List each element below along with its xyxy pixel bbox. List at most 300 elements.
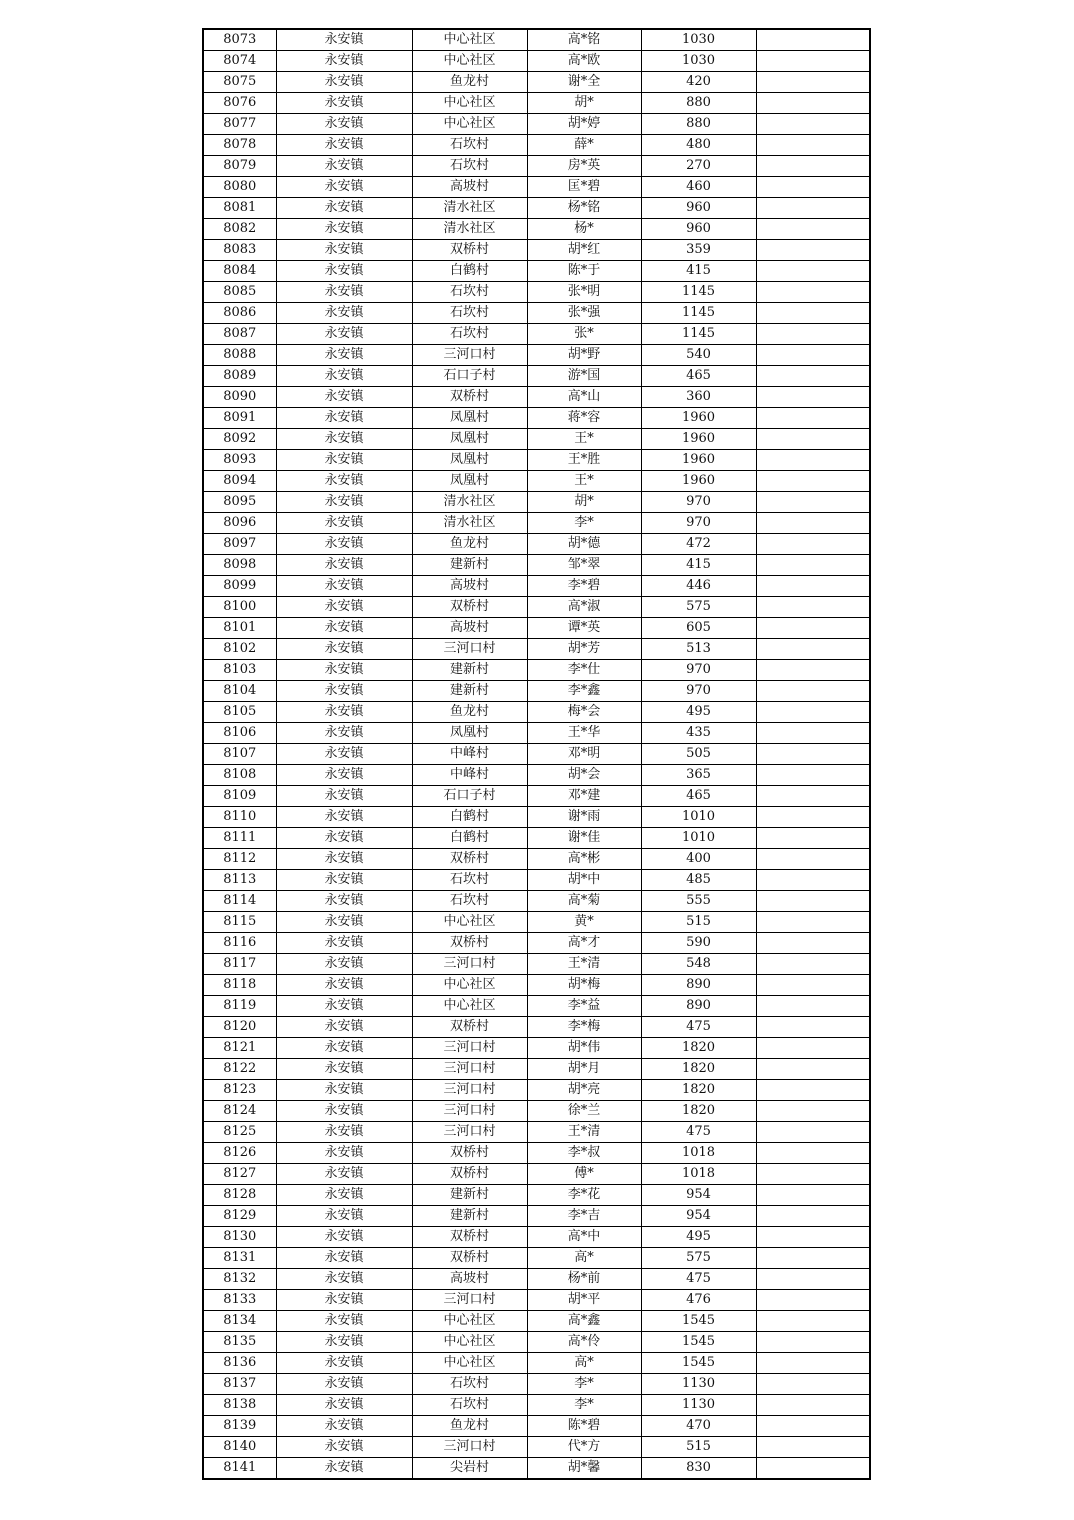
amount-cell: 480 [641, 135, 756, 156]
village-cell: 鱼龙村 [412, 702, 527, 723]
name-cell: 黄* [527, 912, 641, 933]
village-cell: 中心社区 [412, 912, 527, 933]
town-cell: 永安镇 [276, 1143, 412, 1164]
village-cell: 双桥村 [412, 1248, 527, 1269]
amount-cell: 575 [641, 1248, 756, 1269]
row-number-cell: 8085 [203, 282, 276, 303]
name-cell: 胡* [527, 492, 641, 513]
name-cell: 王* [527, 471, 641, 492]
row-number-cell: 8074 [203, 51, 276, 72]
name-cell: 胡*婷 [527, 114, 641, 135]
amount-cell: 365 [641, 765, 756, 786]
row-number-cell: 8116 [203, 933, 276, 954]
name-cell: 谢*全 [527, 72, 641, 93]
town-cell: 永安镇 [276, 29, 412, 51]
village-cell: 中峰村 [412, 744, 527, 765]
row-number-cell: 8102 [203, 639, 276, 660]
village-cell: 双桥村 [412, 597, 527, 618]
town-cell: 永安镇 [276, 975, 412, 996]
name-cell: 高*中 [527, 1227, 641, 1248]
remark-cell [756, 324, 870, 345]
remark-cell [756, 723, 870, 744]
name-cell: 李* [527, 513, 641, 534]
name-cell: 王*清 [527, 1122, 641, 1143]
village-cell: 白鹤村 [412, 807, 527, 828]
village-cell: 中峰村 [412, 765, 527, 786]
amount-cell: 1030 [641, 29, 756, 51]
amount-cell: 476 [641, 1290, 756, 1311]
name-cell: 王*清 [527, 954, 641, 975]
village-cell: 中心社区 [412, 29, 527, 51]
table-row [203, 240, 870, 261]
amount-cell: 1820 [641, 1080, 756, 1101]
remark-cell [756, 933, 870, 954]
row-number-cell: 8092 [203, 429, 276, 450]
village-cell: 中心社区 [412, 114, 527, 135]
remark-cell [756, 1437, 870, 1458]
village-cell: 高坡村 [412, 1269, 527, 1290]
village-cell: 石口子村 [412, 366, 527, 387]
name-cell: 薛* [527, 135, 641, 156]
remark-cell [756, 471, 870, 492]
town-cell: 永安镇 [276, 93, 412, 114]
town-cell: 永安镇 [276, 723, 412, 744]
remark-cell [756, 660, 870, 681]
row-number-cell: 8111 [203, 828, 276, 849]
row-number-cell: 8080 [203, 177, 276, 198]
village-cell: 中心社区 [412, 93, 527, 114]
table-row [203, 849, 870, 870]
table-row [203, 870, 870, 891]
table-row [203, 1395, 870, 1416]
amount-cell: 1960 [641, 408, 756, 429]
amount-cell: 960 [641, 198, 756, 219]
table-row [203, 1437, 870, 1458]
name-cell: 高*铭 [527, 29, 641, 51]
town-cell: 永安镇 [276, 72, 412, 93]
remark-cell [756, 1353, 870, 1374]
row-number-cell: 8110 [203, 807, 276, 828]
name-cell: 胡*平 [527, 1290, 641, 1311]
town-cell: 永安镇 [276, 954, 412, 975]
table-row [203, 1143, 870, 1164]
remark-cell [756, 1458, 870, 1480]
row-number-cell: 8140 [203, 1437, 276, 1458]
town-cell: 永安镇 [276, 156, 412, 177]
row-number-cell: 8108 [203, 765, 276, 786]
remark-cell [756, 954, 870, 975]
village-cell: 中心社区 [412, 1311, 527, 1332]
table-row [203, 618, 870, 639]
amount-cell: 415 [641, 261, 756, 282]
remark-cell [756, 639, 870, 660]
remark-cell [756, 198, 870, 219]
village-cell: 三河口村 [412, 1059, 527, 1080]
amount-cell: 548 [641, 954, 756, 975]
amount-cell: 400 [641, 849, 756, 870]
town-cell: 永安镇 [276, 1059, 412, 1080]
row-number-cell: 8120 [203, 1017, 276, 1038]
village-cell: 高坡村 [412, 177, 527, 198]
village-cell: 双桥村 [412, 933, 527, 954]
table-row [203, 387, 870, 408]
town-cell: 永安镇 [276, 51, 412, 72]
name-cell: 李*叔 [527, 1143, 641, 1164]
remark-cell [756, 870, 870, 891]
village-cell: 石坎村 [412, 282, 527, 303]
village-cell: 白鹤村 [412, 828, 527, 849]
table-row [203, 807, 870, 828]
name-cell: 张*强 [527, 303, 641, 324]
name-cell: 高* [527, 1248, 641, 1269]
village-cell: 建新村 [412, 1185, 527, 1206]
town-cell: 永安镇 [276, 1437, 412, 1458]
village-cell: 三河口村 [412, 1038, 527, 1059]
town-cell: 永安镇 [276, 1374, 412, 1395]
town-cell: 永安镇 [276, 1038, 412, 1059]
row-number-cell: 8097 [203, 534, 276, 555]
name-cell: 李*梅 [527, 1017, 641, 1038]
row-number-cell: 8109 [203, 786, 276, 807]
town-cell: 永安镇 [276, 1122, 412, 1143]
table-row [203, 1101, 870, 1122]
row-number-cell: 8089 [203, 366, 276, 387]
amount-cell: 890 [641, 996, 756, 1017]
row-number-cell: 8128 [203, 1185, 276, 1206]
village-cell: 三河口村 [412, 639, 527, 660]
amount-cell: 1820 [641, 1038, 756, 1059]
town-cell: 永安镇 [276, 1395, 412, 1416]
village-cell: 鱼龙村 [412, 1416, 527, 1437]
name-cell: 梅*会 [527, 702, 641, 723]
remark-cell [756, 1374, 870, 1395]
village-cell: 三河口村 [412, 1290, 527, 1311]
row-number-cell: 8087 [203, 324, 276, 345]
name-cell: 邓*建 [527, 786, 641, 807]
amount-cell: 1145 [641, 282, 756, 303]
town-cell: 永安镇 [276, 366, 412, 387]
amount-cell: 1145 [641, 303, 756, 324]
name-cell: 高*才 [527, 933, 641, 954]
village-cell: 建新村 [412, 1206, 527, 1227]
row-number-cell: 8131 [203, 1248, 276, 1269]
row-number-cell: 8119 [203, 996, 276, 1017]
table-row [203, 492, 870, 513]
remark-cell [756, 1269, 870, 1290]
amount-cell: 465 [641, 366, 756, 387]
amount-cell: 470 [641, 1416, 756, 1437]
table-row [203, 345, 870, 366]
remark-cell [756, 1248, 870, 1269]
town-cell: 永安镇 [276, 1458, 412, 1480]
town-cell: 永安镇 [276, 1017, 412, 1038]
remark-cell [756, 135, 870, 156]
row-number-cell: 8091 [203, 408, 276, 429]
table-row [203, 408, 870, 429]
amount-cell: 960 [641, 219, 756, 240]
table-row [203, 282, 870, 303]
village-cell: 建新村 [412, 555, 527, 576]
village-cell: 石坎村 [412, 891, 527, 912]
name-cell: 李*花 [527, 1185, 641, 1206]
table-row [203, 996, 870, 1017]
row-number-cell: 8129 [203, 1206, 276, 1227]
remark-cell [756, 450, 870, 471]
name-cell: 胡* [527, 93, 641, 114]
name-cell: 高*鑫 [527, 1311, 641, 1332]
row-number-cell: 8084 [203, 261, 276, 282]
village-cell: 石坎村 [412, 303, 527, 324]
town-cell: 永安镇 [276, 1248, 412, 1269]
village-cell: 中心社区 [412, 1332, 527, 1353]
remark-cell [756, 744, 870, 765]
village-cell: 双桥村 [412, 387, 527, 408]
table-row [203, 261, 870, 282]
table-row [203, 93, 870, 114]
table-row [203, 1017, 870, 1038]
village-cell: 三河口村 [412, 1080, 527, 1101]
table-row [203, 1290, 870, 1311]
table-row [203, 1332, 870, 1353]
village-cell: 石坎村 [412, 156, 527, 177]
amount-cell: 890 [641, 975, 756, 996]
village-cell: 高坡村 [412, 576, 527, 597]
remark-cell [756, 72, 870, 93]
town-cell: 永安镇 [276, 1080, 412, 1101]
name-cell: 胡*会 [527, 765, 641, 786]
remark-cell [756, 240, 870, 261]
town-cell: 永安镇 [276, 324, 412, 345]
remark-cell [756, 807, 870, 828]
remark-cell [756, 576, 870, 597]
amount-cell: 515 [641, 912, 756, 933]
table-row [203, 1248, 870, 1269]
remark-cell [756, 429, 870, 450]
amount-cell: 590 [641, 933, 756, 954]
amount-cell: 1018 [641, 1143, 756, 1164]
name-cell: 傅* [527, 1164, 641, 1185]
amount-cell: 495 [641, 1227, 756, 1248]
table-row [203, 513, 870, 534]
town-cell: 永安镇 [276, 219, 412, 240]
row-number-cell: 8139 [203, 1416, 276, 1437]
town-cell: 永安镇 [276, 933, 412, 954]
village-cell: 尖岩村 [412, 1458, 527, 1480]
remark-cell [756, 387, 870, 408]
table-row [203, 1269, 870, 1290]
name-cell: 张*明 [527, 282, 641, 303]
remark-cell [756, 597, 870, 618]
remark-cell [756, 786, 870, 807]
row-number-cell: 8125 [203, 1122, 276, 1143]
remark-cell [756, 303, 870, 324]
name-cell: 王*华 [527, 723, 641, 744]
remark-cell [756, 1206, 870, 1227]
table-row [203, 1185, 870, 1206]
row-number-cell: 8141 [203, 1458, 276, 1480]
row-number-cell: 8101 [203, 618, 276, 639]
name-cell: 李*吉 [527, 1206, 641, 1227]
row-number-cell: 8107 [203, 744, 276, 765]
amount-cell: 880 [641, 93, 756, 114]
name-cell: 杨* [527, 219, 641, 240]
amount-cell: 460 [641, 177, 756, 198]
remark-cell [756, 891, 870, 912]
town-cell: 永安镇 [276, 1353, 412, 1374]
amount-cell: 475 [641, 1017, 756, 1038]
amount-cell: 880 [641, 114, 756, 135]
row-number-cell: 8118 [203, 975, 276, 996]
row-number-cell: 8126 [203, 1143, 276, 1164]
row-number-cell: 8083 [203, 240, 276, 261]
amount-cell: 1960 [641, 429, 756, 450]
row-number-cell: 8099 [203, 576, 276, 597]
amount-cell: 420 [641, 72, 756, 93]
village-cell: 凤凰村 [412, 450, 527, 471]
table-row [203, 723, 870, 744]
table-row [203, 303, 870, 324]
remark-cell [756, 1143, 870, 1164]
village-cell: 双桥村 [412, 240, 527, 261]
remark-cell [756, 513, 870, 534]
table-row [203, 1206, 870, 1227]
amount-cell: 515 [641, 1437, 756, 1458]
amount-cell: 1145 [641, 324, 756, 345]
amount-cell: 575 [641, 597, 756, 618]
amount-cell: 472 [641, 534, 756, 555]
remark-cell [756, 1122, 870, 1143]
village-cell: 石坎村 [412, 135, 527, 156]
remark-cell [756, 219, 870, 240]
table-row [203, 954, 870, 975]
table-row [203, 1038, 870, 1059]
name-cell: 胡*红 [527, 240, 641, 261]
village-cell: 建新村 [412, 681, 527, 702]
row-number-cell: 8113 [203, 870, 276, 891]
table-row [203, 744, 870, 765]
table-row [203, 1080, 870, 1101]
name-cell: 游*国 [527, 366, 641, 387]
name-cell: 胡*馨 [527, 1458, 641, 1480]
remark-cell [756, 29, 870, 51]
row-number-cell: 8088 [203, 345, 276, 366]
town-cell: 永安镇 [276, 1332, 412, 1353]
town-cell: 永安镇 [276, 534, 412, 555]
remark-cell [756, 828, 870, 849]
name-cell: 李*仕 [527, 660, 641, 681]
name-cell: 张* [527, 324, 641, 345]
table-row [203, 933, 870, 954]
remark-cell [756, 93, 870, 114]
name-cell: 高*菊 [527, 891, 641, 912]
amount-cell: 954 [641, 1185, 756, 1206]
village-cell: 凤凰村 [412, 723, 527, 744]
name-cell: 邓*明 [527, 744, 641, 765]
amount-cell: 435 [641, 723, 756, 744]
amount-cell: 465 [641, 786, 756, 807]
town-cell: 永安镇 [276, 870, 412, 891]
remark-cell [756, 681, 870, 702]
name-cell: 胡*伟 [527, 1038, 641, 1059]
remark-cell [756, 1164, 870, 1185]
town-cell: 永安镇 [276, 345, 412, 366]
name-cell: 李* [527, 1374, 641, 1395]
remark-cell [756, 282, 870, 303]
town-cell: 永安镇 [276, 702, 412, 723]
village-cell: 清水社区 [412, 513, 527, 534]
row-number-cell: 8082 [203, 219, 276, 240]
amount-cell: 1545 [641, 1353, 756, 1374]
table-row [203, 702, 870, 723]
remark-cell [756, 261, 870, 282]
remark-cell [756, 1227, 870, 1248]
remark-cell [756, 345, 870, 366]
name-cell: 胡*德 [527, 534, 641, 555]
amount-cell: 1130 [641, 1395, 756, 1416]
remark-cell [756, 534, 870, 555]
row-number-cell: 8115 [203, 912, 276, 933]
town-cell: 永安镇 [276, 513, 412, 534]
village-cell: 凤凰村 [412, 408, 527, 429]
village-cell: 清水社区 [412, 492, 527, 513]
table-row [203, 219, 870, 240]
amount-cell: 475 [641, 1269, 756, 1290]
row-number-cell: 8075 [203, 72, 276, 93]
row-number-cell: 8077 [203, 114, 276, 135]
row-number-cell: 8095 [203, 492, 276, 513]
table-row [203, 639, 870, 660]
table-row [203, 1059, 870, 1080]
remark-cell [756, 1332, 870, 1353]
row-number-cell: 8138 [203, 1395, 276, 1416]
village-cell: 石坎村 [412, 324, 527, 345]
table-row [203, 135, 870, 156]
remark-cell [756, 1080, 870, 1101]
town-cell: 永安镇 [276, 261, 412, 282]
amount-cell: 970 [641, 681, 756, 702]
village-cell: 三河口村 [412, 954, 527, 975]
row-number-cell: 8073 [203, 29, 276, 51]
remark-cell [756, 996, 870, 1017]
row-number-cell: 8093 [203, 450, 276, 471]
amount-cell: 513 [641, 639, 756, 660]
village-cell: 中心社区 [412, 996, 527, 1017]
table-row [203, 156, 870, 177]
village-cell: 石坎村 [412, 1374, 527, 1395]
amount-cell: 970 [641, 492, 756, 513]
row-number-cell: 8122 [203, 1059, 276, 1080]
town-cell: 永安镇 [276, 429, 412, 450]
town-cell: 永安镇 [276, 996, 412, 1017]
table-row [203, 1416, 870, 1437]
amount-cell: 1010 [641, 807, 756, 828]
table-row [203, 198, 870, 219]
remark-cell [756, 1059, 870, 1080]
remark-cell [756, 1185, 870, 1206]
town-cell: 永安镇 [276, 135, 412, 156]
village-cell: 三河口村 [412, 1437, 527, 1458]
amount-cell: 446 [641, 576, 756, 597]
village-cell: 建新村 [412, 660, 527, 681]
name-cell: 蒋*容 [527, 408, 641, 429]
name-cell: 李*鑫 [527, 681, 641, 702]
amount-cell: 1820 [641, 1059, 756, 1080]
remark-cell [756, 1395, 870, 1416]
table-row [203, 1374, 870, 1395]
table-row [203, 1122, 870, 1143]
table-row [203, 534, 870, 555]
village-cell: 三河口村 [412, 1101, 527, 1122]
